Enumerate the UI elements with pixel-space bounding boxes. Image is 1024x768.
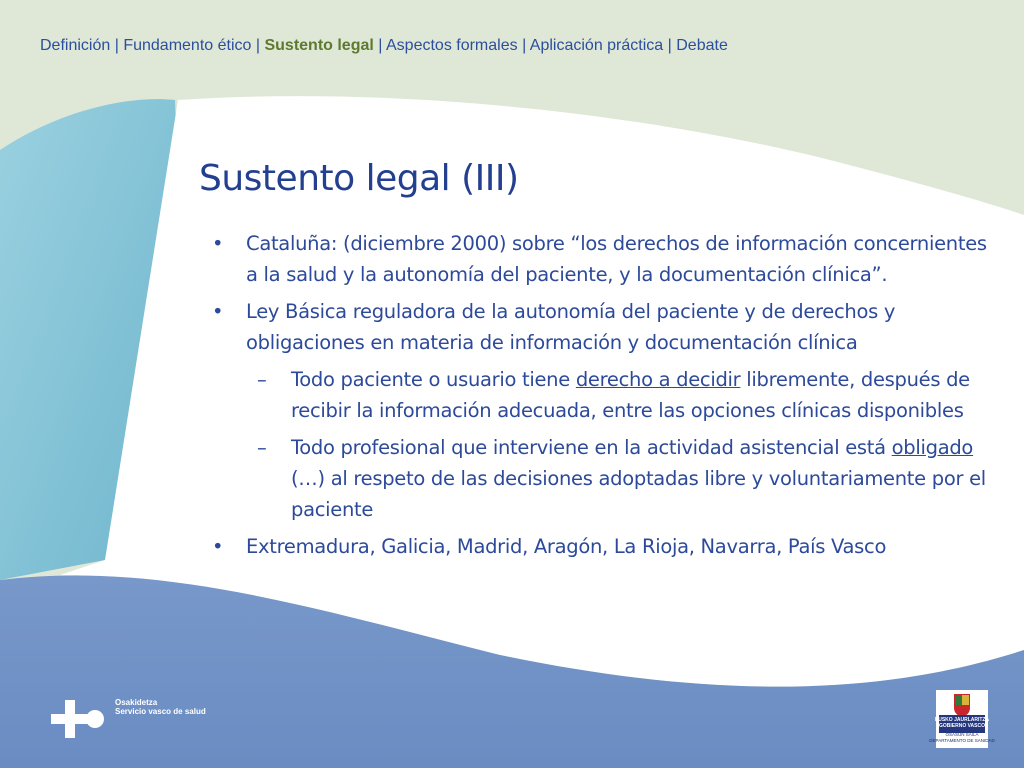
gv-line-3: OSASUN SAILA — [945, 732, 979, 737]
bullet-text: Ley Básica reguladora de la autonomía del paciente y de derechos y obligaciones en materia de información y documentación clínica — [246, 300, 896, 354]
gv-line-2: GOBIERNO VASCO — [938, 723, 986, 729]
bullet-marker: • — [212, 232, 224, 255]
subbullet-text — [291, 368, 970, 422]
gv-line-4: DEPARTAMENTO DE SANIDAD — [929, 738, 995, 743]
nav-item-fundamento-etico[interactable]: Fundamento ético — [123, 37, 252, 54]
subbullet-text-start: Todo paciente o usuario tiene — [291, 368, 576, 391]
bullet-text: Cataluña: (diciembre 2000) sobre “los derechos de información concernientes a la salud y la autonomía del paciente, y la documentación clínica”. — [246, 232, 987, 286]
bullet-comunidades — [210, 531, 990, 562]
nav-separator: | — [114, 37, 124, 54]
bullet-marker: • — [212, 300, 224, 323]
nav-separator: | — [522, 37, 530, 54]
subbullet-text-end: libremente, después de recibir la información adecuada, entre las opciones clínicas disponibles — [291, 368, 970, 422]
osakidetza-logo-text — [115, 698, 206, 716]
underlined-phrase: obligado — [891, 436, 974, 459]
slide-content — [210, 228, 990, 568]
dash-marker: – — [257, 436, 267, 459]
subbullet-obligado — [210, 432, 990, 525]
nav-item-aspectos-formales[interactable]: Aspectos formales — [386, 37, 518, 54]
nav-item-debate[interactable]: Debate — [676, 37, 728, 54]
subbullet-text-start: Todo profesional que interviene en la actividad asistencial está — [291, 436, 892, 459]
bullet-ley-basica — [210, 296, 990, 358]
subbullet-derecho-a-decidir — [210, 364, 990, 426]
slide-title: Sustento legal (III) — [199, 158, 519, 199]
subbullet-text — [291, 436, 986, 521]
subbullet-text-end: (…) al respeto de las decisiones adoptadas libre y voluntariamente por el paciente — [291, 467, 986, 521]
gv-line-1: EUSKO JAURLARITZA — [934, 717, 990, 723]
bullet-cataluna — [210, 228, 990, 290]
osakidetza-name: Osakidetza — [115, 698, 158, 707]
gobierno-vasco-logo-text — [926, 717, 998, 744]
bullet-list — [210, 228, 990, 562]
underlined-phrase: derecho a decidir — [575, 368, 741, 391]
nav-separator: | — [667, 37, 677, 54]
nav-item-aplicacion-practica[interactable]: Aplicación práctica — [529, 37, 664, 54]
osakidetza-subtitle: Servicio vasco de salud — [115, 707, 206, 716]
nav-item-definicion[interactable]: Definición — [40, 37, 111, 54]
nav-separator: | — [378, 37, 386, 54]
bullet-text: Extremadura, Galicia, Madrid, Aragón, La Rioja, Navarra, País Vasco — [246, 535, 887, 558]
bullet-marker: • — [212, 535, 224, 558]
nav-item-sustento-legal[interactable]: Sustento legal — [264, 37, 374, 54]
dash-marker: – — [257, 368, 267, 391]
nav-separator: | — [255, 37, 265, 54]
section-navigation — [40, 37, 728, 55]
